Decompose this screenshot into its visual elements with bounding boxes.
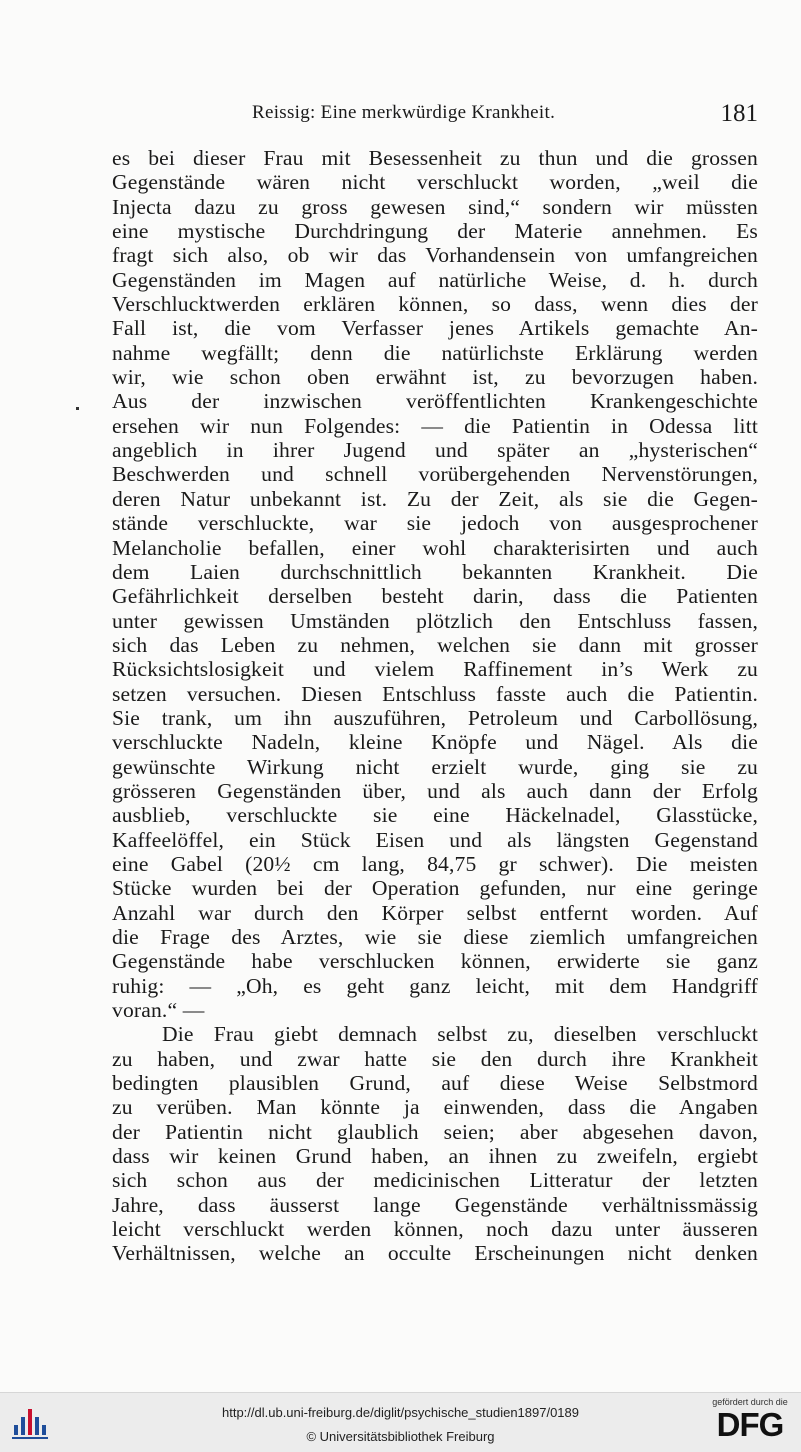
copyright-text: © Universitätsbibliothek Freiburg <box>306 1429 495 1444</box>
running-title: Reissig: Eine merkwürdige Krankheit. <box>252 102 556 123</box>
text-line: angeblich in ihrer Jugend und später an „hysterischen“ <box>112 438 758 463</box>
text-line: eine Gabel (20½ cm lang, 84,75 gr schwer). Die meisten <box>112 851 758 876</box>
text-line: es bei dieser Frau mit Besessenheit zu thun und die grossen <box>112 146 758 170</box>
dfg-caption: gefördert durch die <box>712 1397 788 1407</box>
text-line: wir, wie schon oben erwähnt ist, zu bevorzugen haben. <box>112 365 758 390</box>
text-line: zu verüben. Man könnte ja einwenden, dass die Angaben <box>112 1095 758 1120</box>
text-line: ersehen wir nun Folgendes: — die Patientin in Odessa litt <box>112 413 758 438</box>
text-line: zu haben, und zwar hatte sie den durch ihre Krankheit <box>112 1046 758 1071</box>
text-line: Anzahl war durch den Körper selbst entfernt worden. Auf <box>112 900 758 925</box>
text-line: sich das Leben zu nehmen, welchen sie dann mit grosser <box>112 632 758 657</box>
footer-url-row <box>0 1405 801 1420</box>
text-line: Gegenstände habe verschlucken können, erwiderte sie ganz <box>112 949 758 974</box>
dfg-logo-text: DFG <box>716 1406 784 1443</box>
text-line: Jahre, dass äusserst lange Gegenstände verhältnissmässig <box>112 1192 758 1217</box>
text-line: Fall ist, die vom Verfasser jenes Artikels gemachte An- <box>112 316 758 341</box>
text-line: Gefährlichkeit derselben besteht darin, dass die Patienten <box>112 584 758 609</box>
text-line: Verhältnissen, welche an occulte Erscheinungen nicht denken <box>112 1241 758 1266</box>
text-line: nahme wegfällt; denn die natürlichste Erklärung werden <box>112 340 758 365</box>
text-line: sich schon aus der medicinischen Litteratur der letzten <box>112 1168 758 1193</box>
text-line: Injecta dazu zu gross gewesen sind,“ sondern wir müssten <box>112 194 758 219</box>
text-line: unter gewissen Umständen plötzlich den Entschluss fassen, <box>112 608 758 633</box>
text-line: dass wir keinen Grund haben, an ihnen zu zweifeln, ergiebt <box>112 1144 758 1169</box>
text-line: deren Natur unbekannt ist. Zu der Zeit, als sie die Gegen- <box>112 486 758 511</box>
text-line: leicht verschluckt werden können, noch dazu unter äusseren <box>112 1217 758 1242</box>
margin-dot <box>76 407 79 410</box>
text-line: Verschlucktwerden erklären können, so dass, wenn dies der <box>112 292 758 317</box>
text-line: Stücke wurden bei der Operation gefunden, nur eine geringe <box>112 876 758 901</box>
page-number: 181 <box>720 100 758 127</box>
text-line: Sie trank, um ihn auszuführen, Petroleum und Carbollösung, <box>112 705 758 730</box>
dfg-logo <box>707 1397 793 1449</box>
text-line: Die Frau giebt demnach selbst zu, dieselben verschluckt <box>162 1022 758 1047</box>
text-line: der Patientin nicht glaublich seien; aber abgesehen davon, <box>112 1119 758 1144</box>
text-line: stände verschluckte, war sie jedoch von ausgesprochener <box>112 511 758 536</box>
text-line: eine mystische Durchdringung der Materie annehmen. Es <box>112 219 758 244</box>
text-line: Gegenständen im Magen auf natürliche Weise, d. h. durch <box>112 267 758 292</box>
text-line: voran.“ — <box>112 998 205 1023</box>
text-line: Aus der inzwischen veröffentlichten Krankengeschichte <box>112 389 758 414</box>
body-text <box>112 146 758 1266</box>
text-line: ruhig: — „Oh, es geht ganz leicht, mit dem Handgriff <box>112 973 758 998</box>
text-line: die Frage des Arztes, wie sie diese ziemlich umfangreichen <box>112 925 758 949</box>
running-head <box>112 100 758 132</box>
text-line: ausblieb, verschluckte sie eine Häckelnadel, Glasstücke, <box>112 803 758 828</box>
text-line: fragt sich also, ob wir das Vorhandensein von umfangreichen <box>112 243 758 268</box>
text-line: Rücksichtslosigkeit und vielem Raffinement in’s Werk zu <box>112 657 758 682</box>
text-line: Kaffeelöffel, ein Stück Eisen und als längsten Gegenstand <box>112 827 758 852</box>
viewer-footer <box>0 1392 801 1452</box>
text-line: gewünschte Wirkung nicht erzielt wurde, ging sie zu <box>112 754 758 779</box>
text-line: Melancholie befallen, einer wohl charakterisirten und auch <box>112 535 758 560</box>
text-line: Gegenstände wären nicht verschluckt worden, „weil die <box>112 170 758 195</box>
text-line: grösseren Gegenständen über, und als auch dann der Erfolg <box>112 778 758 803</box>
text-line: verschluckte Nadeln, kleine Knöpfe und Nägel. Als die <box>112 730 758 755</box>
text-line: bedingten plausiblen Grund, auf diese Weise Selbstmord <box>112 1071 758 1096</box>
permalink-link[interactable]: http://dl.ub.uni-freiburg.de/diglit/psychische_studien1897/0189 <box>221 1405 580 1420</box>
text-line: dem Laien durchschnittlich bekannten Krankheit. Die <box>112 559 758 584</box>
text-line: setzen versuchen. Diesen Entschluss fasste auch die Patientin. <box>112 681 758 706</box>
text-line: Beschwerden und schnell vorübergehenden Nervenstörungen, <box>112 462 758 487</box>
